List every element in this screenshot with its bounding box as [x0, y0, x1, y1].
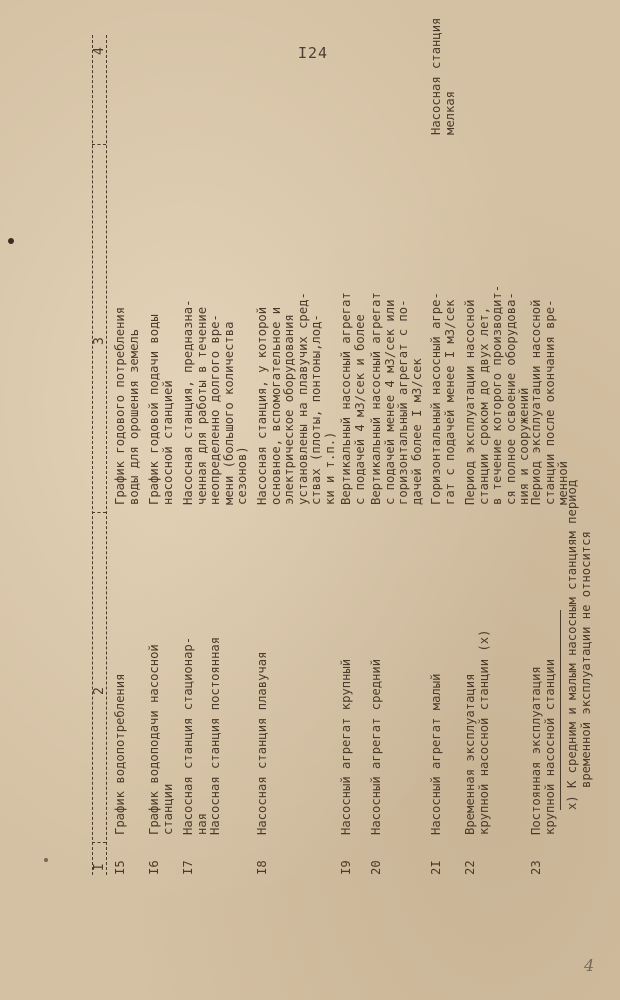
column-divider	[92, 144, 106, 145]
column-header-2: 2	[92, 687, 107, 695]
header-rule-bottom	[106, 35, 107, 875]
term: Насосный агрегат крупный	[339, 658, 353, 835]
row-number: 20	[369, 860, 383, 875]
definition: График годового потребления воды для орошения земель	[113, 306, 141, 505]
rotated-table	[30, 5, 570, 905]
page-number: I24	[298, 44, 329, 62]
note: Насосная станция мелкая	[429, 17, 457, 135]
row-number: 2I	[429, 860, 443, 875]
term: Постоянная эксплуатация крупной насосной станции	[529, 658, 557, 835]
row-number: I8	[255, 860, 269, 875]
term: График водоподачи насосной станции	[147, 644, 175, 835]
footnote-rule	[560, 610, 561, 810]
column-header-1: I	[92, 863, 107, 871]
term: Временная эксплуатация крупной насосной станции (х)	[463, 629, 491, 835]
paper-spot	[44, 858, 48, 862]
term: Насосный агрегат малый	[429, 673, 443, 835]
row-number: 23	[529, 860, 543, 875]
column-header-3: 3	[92, 337, 107, 345]
definition: Насосная станция, у которой основное, вспомогательное и электрическое оборудования установлены на плавучих сред- ствах (плоты, понтоны,лод- ки и т.п.)	[255, 292, 337, 505]
row-number: I5	[113, 860, 127, 875]
term: График водопотребления	[113, 673, 127, 835]
row-number: 22	[463, 860, 477, 875]
footnote-block	[560, 410, 600, 810]
column-header-4: 4	[92, 47, 107, 55]
definition: Вертикальный насосный агрегат с подачей 4 м3/сек и более	[339, 292, 367, 505]
row-number: I6	[147, 860, 161, 875]
definition: Период эксплуатации насосной станции сроком до двух лет, в течение которого производит- ся полное освоение оборудова- ния и сооружений	[463, 284, 531, 505]
footnote: х) К средним и малым насосным станциям период временной эксплуатации не относится	[565, 479, 593, 810]
header-rule-top	[92, 35, 93, 875]
row-number: I7	[181, 860, 195, 875]
column-divider	[92, 842, 106, 843]
definition: Горизонтальный насосный агре- гат с подачей менее I м3/сек	[429, 292, 457, 505]
definition: Вертикальный насосный агрегат с подачей менее 4 м3/сек или горизонтальный агрегат с по- дачей более I м3/сек	[369, 292, 424, 505]
corner-mark: 4	[584, 956, 595, 975]
term: Насосная станция стационар- ная Насосная станция постоянная	[181, 636, 222, 835]
paper-spot	[8, 238, 14, 244]
term: Насосный агрегат средний	[369, 658, 383, 835]
definition: График годовой подачи воды насосной станцией	[147, 314, 175, 505]
term: Насосная станция плавучая	[255, 651, 269, 835]
column-divider	[92, 512, 106, 513]
definition: Период эксплуатации насосной станции после окончания вре- менной	[529, 299, 570, 505]
row-number: I9	[339, 860, 353, 875]
definition: Насосная станция, предназна- ченная для работы в течение неопределенно долгого вре- мени (большого количества сезонов)	[181, 299, 249, 505]
